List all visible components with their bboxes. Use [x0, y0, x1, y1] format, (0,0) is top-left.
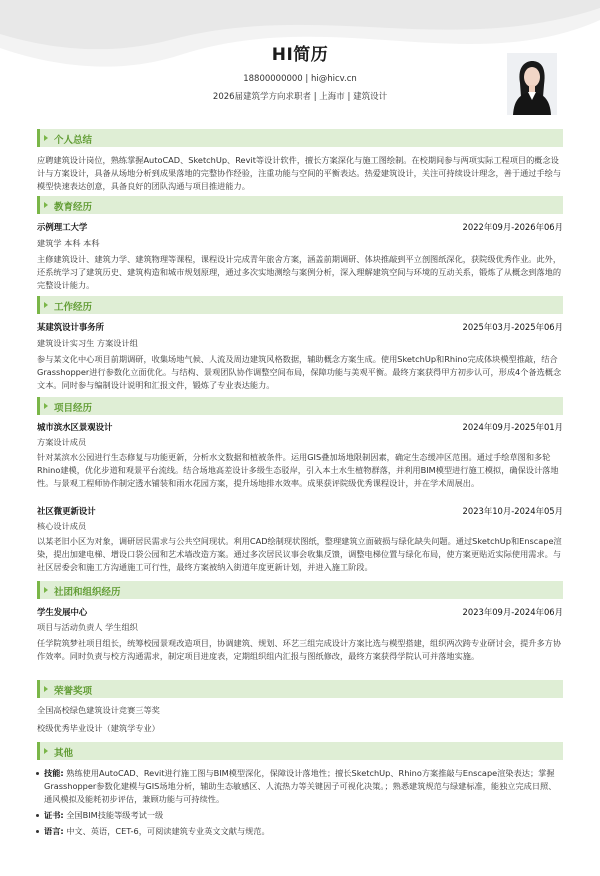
- school-name: 示例理工大学: [37, 222, 88, 232]
- activity-date: 2023年09月-2024年06月: [462, 607, 563, 617]
- project-description: 以某老旧小区为对象，调研居民需求与公共空间现状。利用CAD绘制现状图纸，整理建筑立面破损与绿化缺失问题。通过SketchUp和Enscape渲染，提出加建电梯、增设口袋公园和艺术墙改造方案。通过多次居民议事会收集反馈，调整电梯位置与绿化布局，使方案更贴近实际使用需求。与社区居委会和施工方沟通施工可行性，最终方案被纳入街道年度更新计划，并进入施工阶段。: [37, 536, 562, 572]
- skills-label: 技能:: [44, 768, 64, 778]
- section-title: 荣誉奖项: [54, 686, 93, 697]
- project-name: 社区微更新设计: [37, 506, 96, 516]
- education-date: 2022年09月-2026年06月: [462, 222, 563, 232]
- section-chevron-icon: [44, 403, 48, 409]
- work-role: 建筑设计实习生 方案设计组: [37, 338, 138, 348]
- bullet-icon: [36, 814, 39, 817]
- project-entry-header: [37, 421, 563, 434]
- section-work-header: [37, 296, 563, 314]
- section-title: 工作经历: [54, 302, 93, 313]
- contact-line: 18800000000 | hi@hicv.cn: [243, 74, 357, 84]
- award-item: 校级优秀毕业设计（建筑学专业）: [37, 723, 160, 733]
- project-entry-header: [37, 505, 563, 518]
- section-title: 其他: [54, 748, 74, 759]
- award-item: 全国高校绿色建筑设计竞赛三等奖: [37, 705, 160, 715]
- language-label: 语言:: [44, 826, 64, 836]
- section-title: 项目经历: [54, 403, 93, 414]
- language-text: 中文、英语，CET-6，可阅读建筑专业英文文献与规范。: [66, 826, 270, 836]
- work-description: 参与某文化中心项目前期调研，收集场地气候、人流及周边建筑风格数据，辅助概念方案生成。使用SketchUp和Rhino完成体块模型推敲，结合Grasshopper进行参数化立面优化。与结构、景观团队协作调整空间布局，保障功能与美观平衡。最终方案获得甲方初步认可，形成4个备选概念文本。同时参与编制设计说明和汇报文件，锻炼了专业表达能力。: [37, 354, 562, 390]
- section-education-header: [37, 196, 563, 214]
- section-awards-header: [37, 680, 563, 698]
- section-summary-header: [37, 129, 563, 147]
- candidate-name: HI简历: [271, 45, 329, 65]
- certificate-text: 全国BIM技能等级考试一级: [66, 810, 164, 820]
- section-chevron-icon: [44, 587, 48, 593]
- section-title: 社团和组织经历: [54, 587, 121, 598]
- other-skills-item: [44, 767, 563, 806]
- profile-photo: [507, 53, 557, 115]
- other-language-item: [44, 825, 563, 838]
- section-projects-header: [37, 397, 563, 415]
- organization-name: 学生发展中心: [37, 607, 88, 617]
- section-title: 教育经历: [54, 202, 93, 213]
- bullet-icon: [36, 772, 39, 775]
- activity-description: 任学院筑梦社项目组长，统筹校园景观改造项目，协调建筑、规划、环艺三组完成设计方案比选与模型搭建，组织两次跨专业研讨会，提升多方协作效率。同时负责与校方沟通需求，制定项目进度表，定期组织组内汇报与图纸修改，最终方案获得学院认可并落地实施。: [37, 638, 562, 661]
- education-entry-header: [37, 221, 563, 234]
- education-description: 主修建筑设计、建筑力学、建筑物理等课程，课程设计完成青年旅舍方案，涵盖前期调研、体块推敲到平立剖图纸深化，获院级优秀作业。此外，还系统学习了建筑历史、建筑构造和城市规划原理，通过多次实地测绘与案例分析，深入理解建筑空间与环境的互动关系，锻炼了从概念到落地的完整设计能力。: [37, 254, 562, 290]
- certificate-label: 证书:: [44, 810, 64, 820]
- project-date: 2023年10月-2024年05月: [462, 506, 563, 516]
- job-intent-line: 2026届建筑学方向求职者 | 上海市 | 建筑设计: [212, 92, 388, 102]
- bullet-icon: [36, 830, 39, 833]
- section-chevron-icon: [44, 135, 48, 141]
- section-title: 个人总结: [54, 135, 93, 146]
- section-other-header: [37, 742, 563, 760]
- other-certificate-item: [44, 809, 563, 822]
- work-date: 2025年03月-2025年06月: [462, 322, 563, 332]
- project-date: 2024年09月-2025年01月: [462, 422, 563, 432]
- section-chevron-icon: [44, 302, 48, 308]
- project-description: 针对某滨水公园进行生态修复与功能更新，分析水文数据和植被条件。运用GIS叠加场地限制因素，确定生态缓冲区范围。通过手绘草图和多轮Rhino建模，优化步道和观景平台流线。结合场地高差设计多级生态驳岸，引入本土水生植物群落，并利用BIM模型进行施工模拟，确保设计落地性。与景观工程师协作制定透水铺装和雨水花园方案，提升场地排水效率。成果获评院级优秀课程设计，并在学术周展出。: [37, 452, 559, 488]
- skills-text: 熟练使用AutoCAD、Revit进行施工图与BIM模型深化，保障设计落地性；擅长SketchUp、Rhino方案推敲与Enscape渲染表达；掌握Grasshopper参数化建模与GIS场地分析，辅助生态敏感区、人流热力等关键因子可视化决策。；熟悉建筑规范与绿建标准，能独立完成日照、通风模拟及能耗初步评估，兼顾功能与可持续性。: [44, 768, 557, 804]
- summary-text: 应聘建筑设计岗位，熟练掌握AutoCAD、SketchUp、Revit等设计软件，擅长方案深化与施工图绘制。在校期间参与两项实际工程项目的概念设计与方案设计，具备从场地分析到成果落地的完整协作经验，注重功能与空间的平衡表达。热爱建筑设计，关注可持续设计理念，善于通过手绘与模型快速表达创意，具备良好的团队沟通与项目推进能力。: [37, 155, 562, 191]
- section-activities-header: [37, 581, 563, 599]
- activity-entry-header: [37, 606, 563, 619]
- work-entry-header: [37, 321, 563, 334]
- project-name: 城市滨水区景观设计: [37, 422, 113, 432]
- section-chevron-icon: [44, 748, 48, 754]
- project-role: 核心设计成员: [37, 521, 87, 531]
- section-chevron-icon: [44, 686, 48, 692]
- company-name: 某建筑设计事务所: [37, 322, 104, 332]
- section-chevron-icon: [44, 202, 48, 208]
- activity-role: 项目与活动负责人 学生组织: [37, 622, 138, 632]
- project-role: 方案设计成员: [37, 437, 87, 447]
- education-major: 建筑学 本科 本科: [37, 238, 100, 248]
